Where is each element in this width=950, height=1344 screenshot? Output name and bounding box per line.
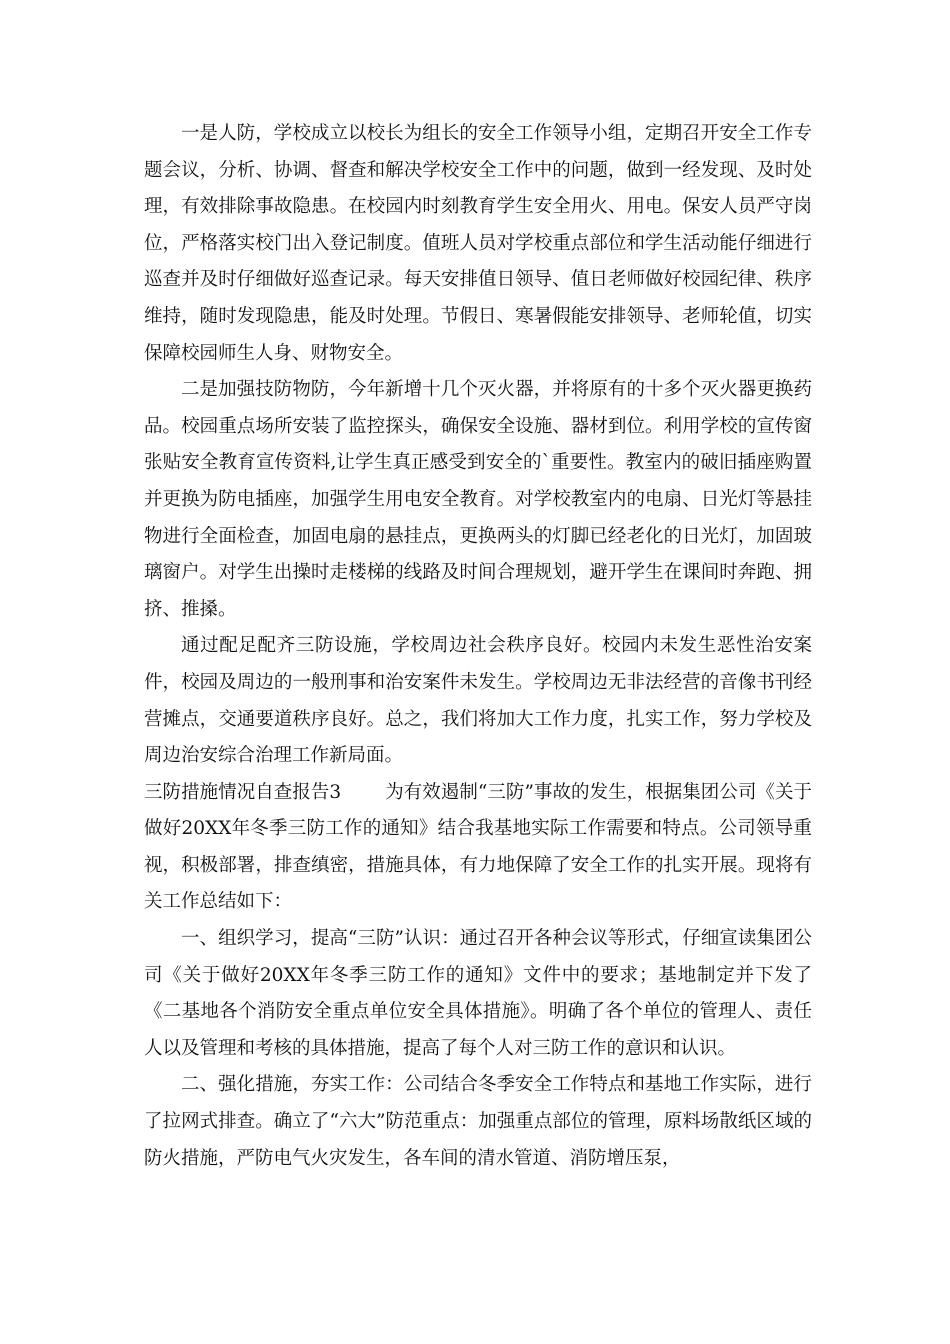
section-organize-study: 一、组织学习，提高“三防”认识：通过召开各种会议等形式，仔细宣读集团公司《关于做好20XX年冬季三防工作的通知》文件中的要求；基地制定并下发了《二基地各个消防安全重点单位安全具体措施》。明确了各个单位的管理人、责任人以及管理和考核的具体措施，提高了每个人对三防工作的意识和认识。 <box>144 928 812 1059</box>
paragraph-results-summary: 通过配足配齐三防设施，学校周边社会秩序良好。校园内未发生恶性治安案件，校园及周边的一般刑事和治安案件未发生。学校周边无非法经营的音像书刊经营摊点，交通要道秩序良好。总之，我们将加大工作力度，扎实工作，努力学校及周边治安综合治理工作新局面。 <box>144 635 812 767</box>
paragraph-personnel-defense: 一是人防，学校成立以校长为组长的安全工作领导小组，定期召开安全工作专题会议，分析、协调、督查和解决学校安全工作中的问题，做到一经发现、及时处理，有效排除事故隐患。在校园内时刻教育学生安全用火、用电。保安人员严守岗位，严格落实校门出入登记制度。值班人员对学校重点部位和学生活动能仔细进行巡查并及时仔细做好巡查记录。每天安排值日领导、值日老师做好校园纪律、秩序维持，随时发现隐患，能及时处理。节假日、寒暑假能安排领导、老师轮值，切实保障校园师生人身、财物安全。 <box>144 123 812 364</box>
report-intro-text: 为有效遏制“三防”事故的发生，根据集团公司《关于做好20XX年冬季三防工作的通知》结合我基地实际工作需要和特点。公司领导重视，积极部署，排查缜密，措施具体，有力地保障了安全工作的扎实开展。现将有关工作总结如下： <box>144 781 812 913</box>
document-body <box>144 116 812 1177</box>
report-intro-paragraph <box>144 775 812 921</box>
report-title: 三防措施情况自查报告3 <box>144 781 342 803</box>
paragraph-technical-defense: 二是加强技防物防，今年新增十几个灭火器，并将原有的十多个灭火器更换药品。校园重点场所安装了监控探头，确保安全设施、器材到位。利用学校的宣传窗张贴安全教育宣传资料,让学生真正感受到安全的`重要性。教室内的破旧插座购置并更换为防电插座，加强学生用电安全教育。对学校教室内的电扇、日光灯等悬挂物进行全面检查，加固电扇的悬挂点，更换两头的灯脚已经老化的日光灯，加固玻璃窗户。对学生出操时走楼梯的线路及时间合理规划，避开学生在课间时奔跑、拥挤、推搡。 <box>144 379 812 620</box>
section-strengthen-measures: 二、强化措施，夯实工作：公司结合冬季安全工作特点和基地工作实际，进行了拉网式排查。确立了“六大”防范重点：加强重点部位的管理，原料场散纸区域的防火措施，严防电气火灾发生，各车间的清水管道、消防增压泵， <box>144 1074 812 1169</box>
